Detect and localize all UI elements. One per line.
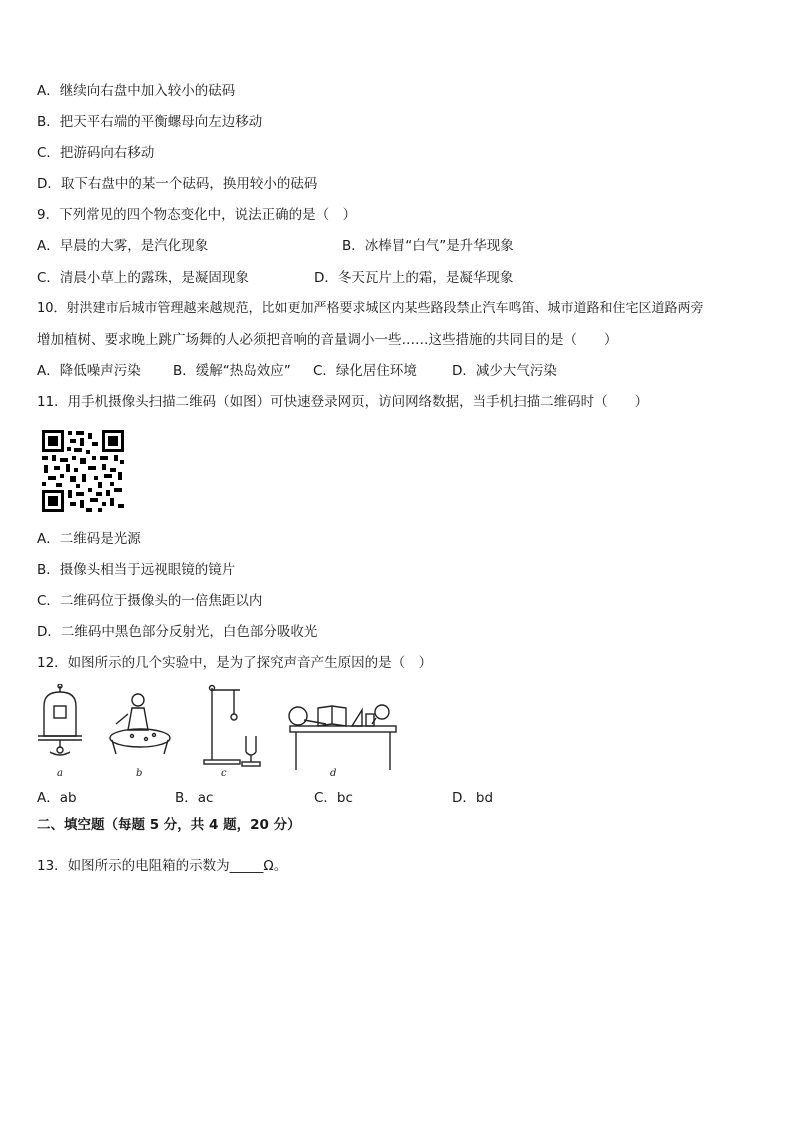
q12-option-a: A．ab [37, 790, 77, 806]
q10-option-a: A．降低噪声污染 [37, 363, 141, 379]
q11-option-b: B．摄像头相当于远视眼镜的镜片 [37, 562, 236, 578]
q8-option-d: D．取下右盘中的某一个砝码，换用较小的砝码 [37, 176, 318, 192]
q12-experiment-figures [36, 684, 398, 780]
q11-option-d: D．二维码中黑色部分反射光，白色部分吸收光 [37, 624, 318, 640]
fig-label-b: b [136, 768, 143, 779]
q10-stem-line2: 增加植树、要求晚上跳广场舞的人必须把音响的音量调小一些……这些措施的共同目的是（ ） [37, 332, 618, 348]
q10-option-c: C．绿化居住环境 [313, 363, 417, 379]
q8-option-c: C．把游码向右移动 [37, 145, 155, 161]
qr-code-image [40, 428, 126, 514]
q9-option-c: C．清晨小草上的露珠，是凝固现象 [37, 270, 249, 286]
q10-stem-line1: 10．射洪建市后城市管理越来越规范，比如更加严格要求城区内某些路段禁止汽车鸣笛、城市道路和住宅区道路两旁 [37, 301, 704, 316]
q9-option-b: B．冰棒冒“白气”是升华现象 [342, 238, 514, 254]
fig-label-a: a [57, 768, 63, 779]
q12-option-c: C．bc [314, 790, 353, 806]
q8-option-a: A．继续向右盘中加入较小的砝码 [37, 83, 236, 99]
table-listening-figure [289, 705, 396, 770]
q11-option-a: A．二维码是光源 [37, 531, 141, 547]
q12-option-d: D．bd [452, 790, 494, 806]
q10-option-d: D．减少大气污染 [452, 363, 557, 379]
q8-option-b: B．把天平右端的平衡螺母向左边移动 [37, 114, 263, 130]
fig-label-c: c [221, 768, 227, 779]
q12-stem: 12．如图所示的几个实验中，是为了探究声音产生原因的是（ ） [37, 655, 433, 671]
q9-option-a: A．早晨的大雾，是汽化现象 [37, 238, 209, 254]
section-title-fill-in: 二、填空题（每题 5 分，共 4 题，20 分） [37, 817, 301, 833]
tuning-fork-figure [204, 686, 260, 767]
q9-option-d: D．冬天瓦片上的霜，是凝华现象 [314, 270, 514, 286]
q9-stem: 9．下列常见的四个物态变化中，说法正确的是（ ） [37, 207, 357, 223]
q11-stem: 11．用手机摄像头扫描二维码（如图）可快速登录网页，访问网络数据，当手机扫描二维码时（ ） [37, 394, 649, 410]
q13-stem: 13．如图所示的电阻箱的示数为_____Ω。 [37, 858, 288, 874]
bell-jar-figure [38, 684, 82, 755]
q12-option-b: B．ac [175, 790, 214, 806]
fig-label-d: d [330, 768, 337, 779]
drum-figure [110, 694, 170, 754]
q11-option-c: C．二维码位于摄像头的一倍焦距以内 [37, 593, 263, 609]
q10-option-b: B．缓解“热岛效应” [173, 363, 291, 379]
